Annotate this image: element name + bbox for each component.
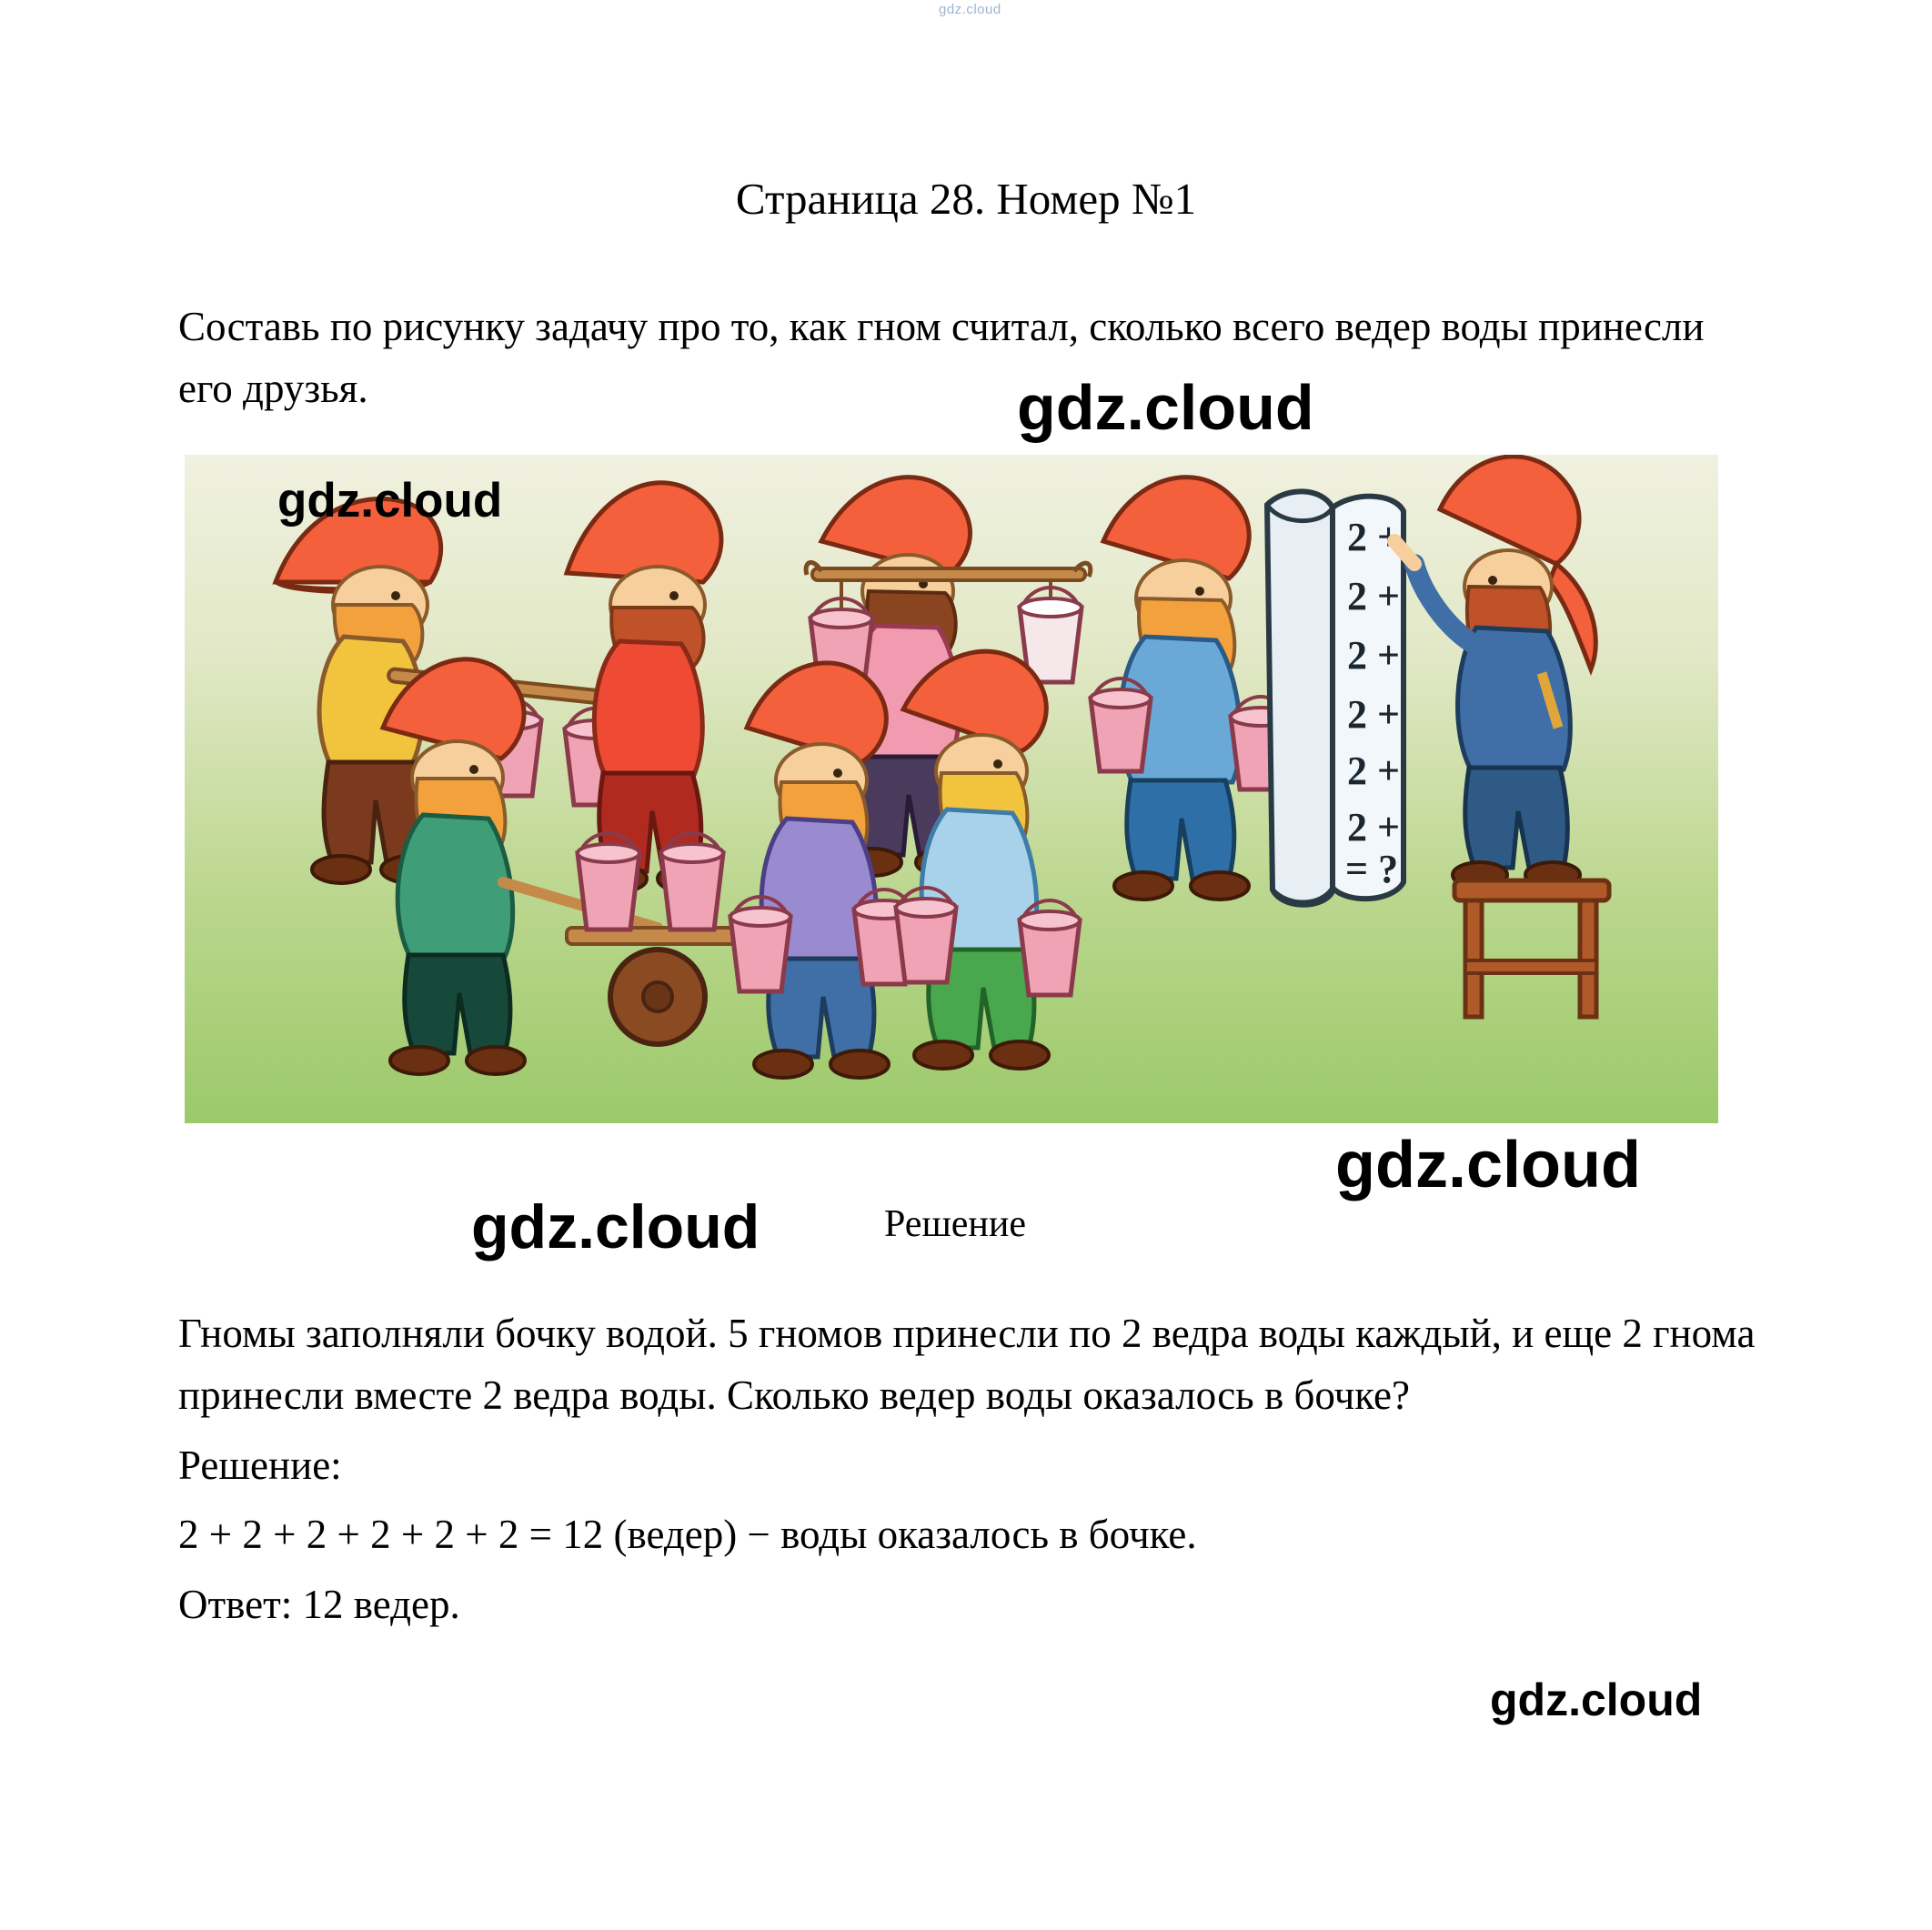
watermark-tiny-top: gdz.cloud — [939, 2, 1001, 17]
scroll-with-sums — [1267, 491, 1404, 904]
answer-line: Ответ: 12 ведер. — [178, 1581, 460, 1627]
watermark-1: gdz.cloud — [1017, 372, 1314, 443]
illustration-svg — [185, 455, 1718, 1123]
solution-label: Решение — [884, 1203, 1027, 1245]
svg-text:2 +: 2 + — [1347, 515, 1401, 559]
watermark-5: gdz.cloud — [1490, 1674, 1703, 1725]
illustration-gnomes — [185, 455, 1718, 1123]
solution-expression: 2 + 2 + 2 + 2 + 2 + 2 = 12 (ведер) − воды оказалось в бочке. — [178, 1512, 1197, 1558]
svg-text:2 +: 2 + — [1347, 633, 1401, 678]
svg-text:2 +: 2 + — [1347, 574, 1401, 618]
watermark-2: gdz.cloud — [277, 474, 503, 528]
task-statement: Составь по рисунку задачу про то, как гном считал, сколько всего ведер воды принесли его друзья. — [178, 304, 1705, 412]
page-title: Страница 28. Номер №1 — [735, 174, 1197, 224]
svg-text:2 +: 2 + — [1347, 805, 1401, 849]
watermark-3: gdz.cloud — [1335, 1129, 1641, 1201]
watermark-4: gdz.cloud — [471, 1192, 760, 1262]
svg-text:2 +: 2 + — [1347, 749, 1401, 793]
solution-heading: Решение: — [178, 1442, 342, 1488]
solution-body — [178, 1302, 1825, 1643]
svg-text:= ?: = ? — [1345, 847, 1399, 891]
problem-statement: Гномы заполняли бочку водой. 5 гномов принесли по 2 ведра воды каждый, и еще 2 гнома принесли вместе 2 ведра воды. Сколько ведер воды оказалось в бочке? — [178, 1311, 1756, 1419]
svg-text:2 +: 2 + — [1347, 692, 1401, 737]
